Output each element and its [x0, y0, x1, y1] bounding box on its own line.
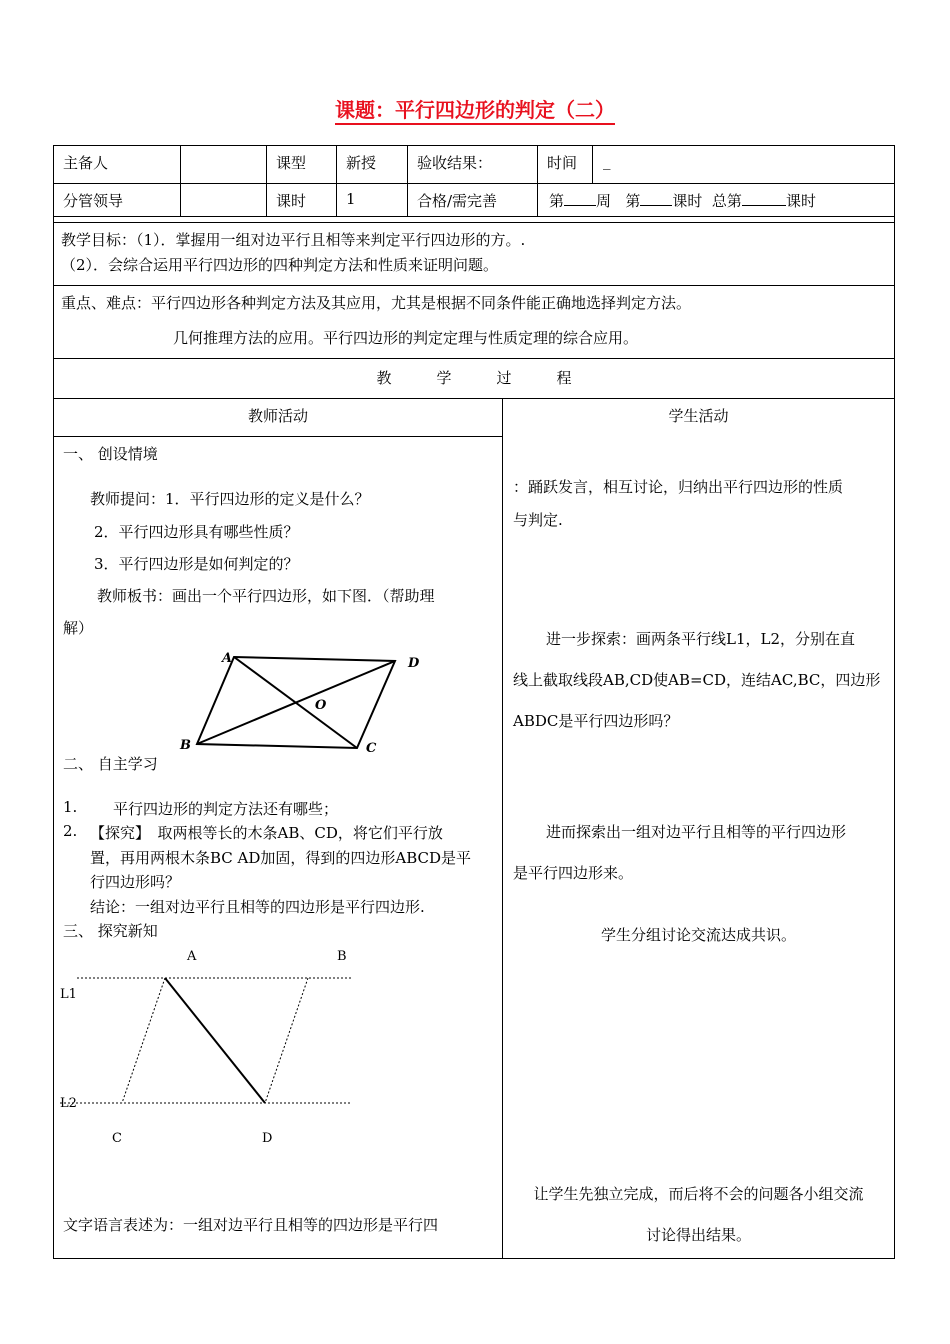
student-p5-line2: 讨论得出结果。: [645, 1226, 751, 1244]
student-p1-line2: 与判定.: [513, 511, 563, 529]
goals-line1: 教学目标：（1）．掌握用一组对边平行且相等来判定平行四边形的方。.: [61, 231, 526, 249]
type-label: 课型: [276, 154, 307, 172]
student-p3-line1: 进而探索出一组对边平行且相等的平行四边形: [546, 823, 847, 841]
key-points-line2: 几何推理方法的应用。平行四边形的判定定理与性质定理的综合应用。: [173, 329, 639, 347]
figure1-label-d: D: [408, 656, 420, 671]
item-2-number: 2.: [63, 822, 78, 840]
conclusion: 结论：一组对边平行且相等的四边形是平行四边形.: [90, 898, 425, 916]
student-p2-line2: 线上截取线段AB,CD使AB=CD，连结AC,BC，四边形: [513, 671, 881, 689]
final-statement: 文字语言表述为：一组对边平行且相等的四边形是平行四: [63, 1216, 439, 1234]
figure1-label-a: A: [222, 651, 233, 666]
section-2-heading: 二、 自主学习: [63, 755, 158, 773]
student-p2-line3: ABDC是平行四边形吗？: [513, 712, 679, 730]
item-2-line3: 行四边形吗？: [90, 873, 181, 891]
segment-bd: [265, 978, 308, 1103]
teacher-question-2: 2．平行四边形具有哪些性质？: [94, 523, 299, 541]
figure2-label-d: D: [262, 1131, 273, 1146]
segment-ad: [165, 978, 265, 1103]
section-1-heading: 一、 创设情境: [63, 445, 158, 463]
figure2-label-c: C: [112, 1131, 122, 1146]
parallelogram-figure: [170, 645, 430, 760]
item-2-line1: 【探究】 取两根等长的木条AB、CD，将它们平行放: [90, 824, 443, 842]
leader-label: 分管领导: [63, 192, 124, 210]
student-p3-line2: 是平行四边形来。: [513, 864, 634, 882]
figure1-label-o: O: [315, 698, 327, 713]
teacher-heading: 教师活动: [247, 407, 308, 425]
goals-line2: （2）．会综合运用平行四边形的四种判定方法和性质来证明问题。: [61, 256, 499, 274]
student-heading: 学生活动: [668, 407, 729, 425]
student-p5-line1: 让学生先独立完成，而后将不会的问题各小组交流: [533, 1185, 864, 1203]
student-p2-line1: 进一步探索：画两条平行线L1，L2，分别在直: [546, 630, 856, 648]
teacher-board-line2: 解）: [63, 619, 94, 637]
check-value: 合格/需完善: [417, 192, 498, 210]
figure2-label-l1: L1: [60, 987, 77, 1002]
teacher-question-3: 3．平行四边形是如何判定的？: [94, 555, 299, 573]
hours-value: 1: [346, 190, 356, 208]
page-title: 课题：平行四边形的判定（二）: [0, 94, 950, 123]
teacher-question-1: 教师提问：1．平行四边形的定义是什么？: [90, 490, 370, 508]
item-1-text: 平行四边形的判定方法还有哪些；: [113, 800, 339, 818]
student-p4: 学生分组讨论交流达成共识。: [600, 926, 796, 944]
figure2-label-b: B: [337, 949, 347, 964]
figure2-label-l2: L2: [60, 1096, 77, 1111]
item-2-line2: 置，再用两根木条BC AD加固，得到的四边形ABCD是平: [90, 849, 472, 867]
teacher-board-line1: 教师板书：画出一个平行四边形，如下图．（帮助理: [97, 587, 435, 605]
key-points-line1: 重点、难点：平行四边形各种判定方法及其应用，尤其是根据不同条件能正确地选择判定方法。: [61, 294, 692, 312]
time-value: _: [603, 152, 611, 170]
figure1-label-c: C: [366, 741, 377, 756]
figure1-label-b: B: [180, 738, 191, 753]
preparer-label: 主备人: [63, 154, 109, 172]
figure2-label-a: A: [187, 949, 197, 964]
time-label: 时间: [547, 154, 578, 172]
week-schedule: 第 周 第 课时 总第 课时: [549, 192, 816, 210]
process-heading: 教 学 过 程: [376, 369, 572, 387]
segment-ac: [122, 978, 165, 1103]
student-p1-line1: ：踊跃发言，相互讨论，归纳出平行四边形的性质: [513, 478, 844, 496]
section-3-heading: 三、 探究新知: [63, 922, 158, 940]
item-1-number: 1.: [63, 798, 78, 816]
parallel-lines-figure: [55, 942, 365, 1152]
hours-label: 课时: [276, 192, 307, 210]
type-value: 新授: [346, 154, 377, 172]
check-label: 验收结果：: [417, 154, 493, 172]
